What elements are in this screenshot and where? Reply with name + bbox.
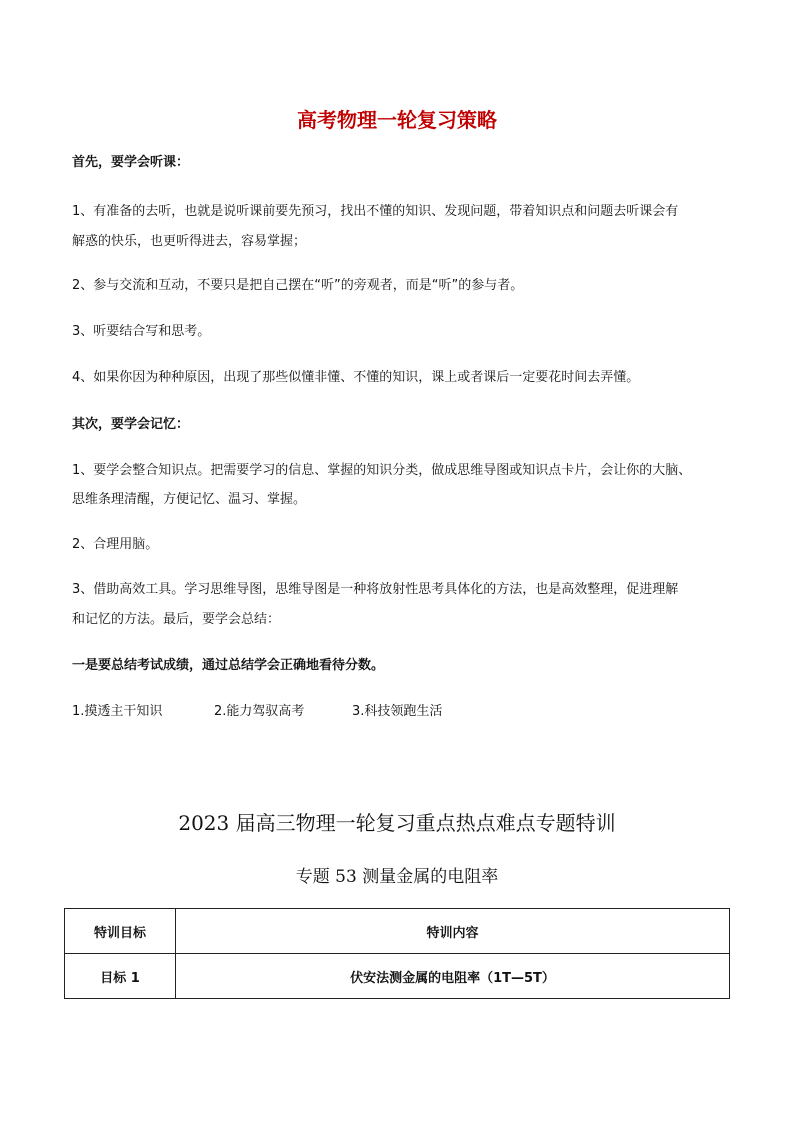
page-title: 高考物理一轮复习策略 (297, 108, 497, 132)
table-row (65, 954, 730, 999)
s2-item1-line1: 1、要学会整合知识点。把需要学习的信息、掌握的知识分类，做成思维导图或知识点卡片，会让你的大脑、 (72, 463, 692, 478)
key-points-list (72, 697, 442, 727)
s2-item3-line1: 3、借助高效工具。学习思维导图，思维导图是一种将放射性思考具体化的方法，也是高效整理，促进理解 (72, 582, 679, 597)
s1-item3: 3、听要结合写和思考。 (72, 324, 211, 339)
key-point-3: 3.科技领跑生活 (352, 704, 443, 719)
section1-heading: 首先，要学会听课： (72, 155, 190, 170)
table-header-row (65, 909, 730, 954)
key-point-2: 2.能力驾驭高考 (214, 704, 305, 719)
key-point-1: 1.摸透主干知识 (72, 704, 163, 719)
section2-heading: 其次，要学会记忆： (72, 417, 190, 432)
s1-item1-line1: 1、有准备的去听，也就是说听课前要先预习，找出不懂的知识、发现问题，带着知识点和问题去听课会有 (72, 204, 679, 219)
row-content: 伏安法测金属的电阻率（1T—5T） (176, 954, 730, 999)
s1-item4: 4、如果你因为种种原因，出现了那些似懂非懂、不懂的知识，课上或者课后一定要花时间去弄懂。 (72, 370, 640, 385)
summary-statement: 一是要总结考试成绩，通过总结学会正确地看待分数。 (72, 658, 385, 673)
header-target: 特训目标 (65, 909, 176, 954)
s1-item2: 2、参与交流和互动，不要只是把自己摆在“听”的旁观者，而是“听”的参与者。 (72, 278, 524, 293)
row-target: 目标 1 (65, 954, 176, 999)
training-heading: 2023 届高三物理一轮复习重点热点难点专题特训 (178, 811, 616, 835)
header-content: 特训内容 (176, 909, 730, 954)
topic-heading: 专题 53 测量金属的电阻率 (295, 867, 499, 887)
s2-item1-line2: 思维条理清醒，方便记忆、温习、掌握。 (72, 492, 307, 507)
s2-item2: 2、合理用脑。 (72, 537, 159, 552)
s1-item1-line2: 解惑的快乐，也更听得进去，容易掌握； (72, 234, 307, 249)
s2-item3-line2: 和记忆的方法。最后，要学会总结： (72, 612, 281, 627)
training-table (64, 908, 730, 999)
